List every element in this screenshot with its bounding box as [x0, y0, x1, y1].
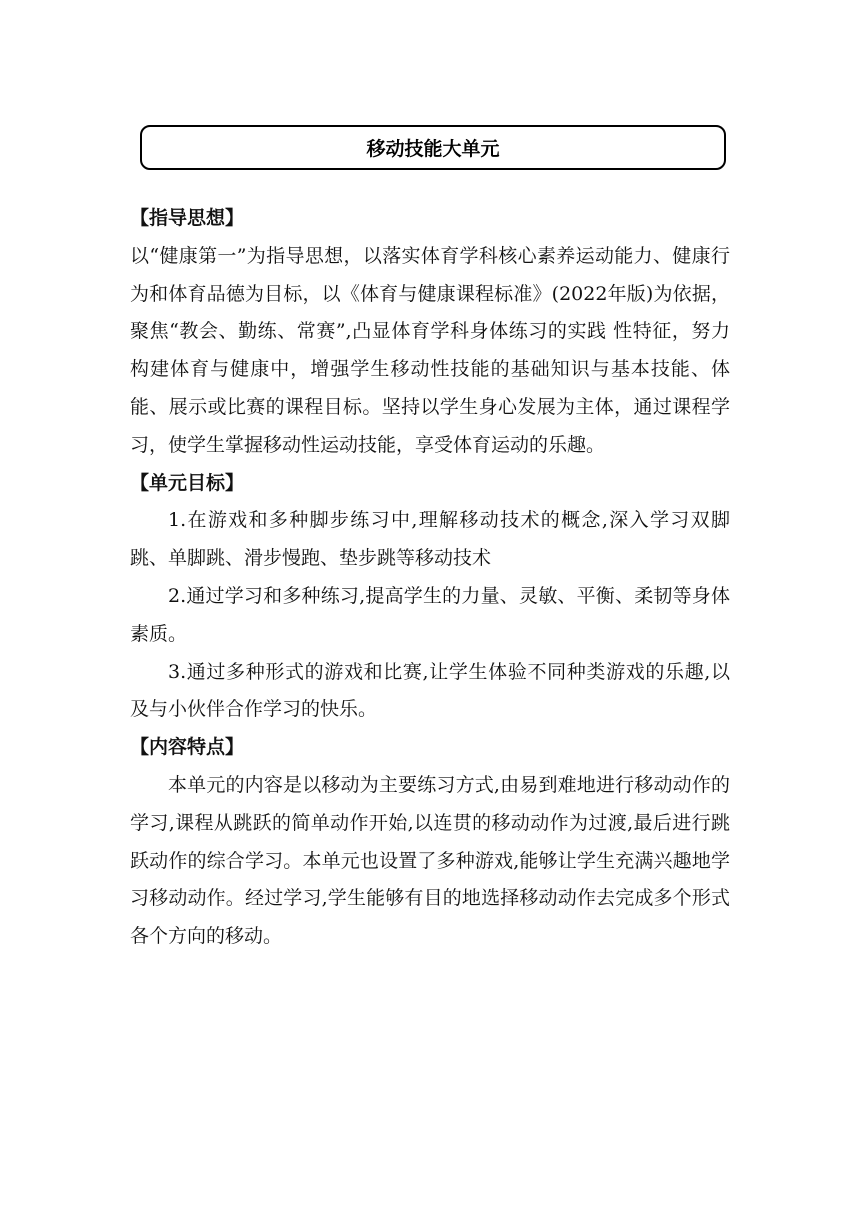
- content-features-paragraph: 本单元的内容是以移动为主要练习方式,由易到难地进行移动动作的学习,课程从跳跃的简单动作开始,以连贯的移动动作为过渡,最后进行跳跃动作的综合学习。本单元也设置了多种游戏,能够让学生充满兴趣地学习移动动作。经过学习,学生能够有目的地选择移动动作去完成多个形式各个方向的移动。: [130, 773, 730, 948]
- section-heading-guiding-thought: 【指导思想】: [130, 207, 245, 229]
- section-heading-unit-goals: 【单元目标】: [130, 471, 245, 494]
- document-title: 移动技能大单元: [366, 138, 500, 160]
- section-heading-content-features: 【内容特点】: [130, 736, 245, 759]
- document-body: [130, 200, 730, 956]
- unit-goal-1: 1.在游戏和多种脚步练习中,理解移动技术的概念,深入学习双脚跳、单脚跳、滑步慢跑、垫步跳等移动技术: [130, 509, 730, 570]
- unit-goal-2: 2.通过学习和多种练习,提高学生的力量、灵敏、平衡、柔韧等身体素质。: [130, 584, 730, 645]
- unit-goal-3: 3.通过多种形式的游戏和比赛,让学生体验不同种类游戏的乐趣,以及与小伙伴合作学习的快乐。: [130, 660, 730, 721]
- title-box: [140, 125, 726, 170]
- guiding-thought-paragraph: 以“健康第一”为指导思想，以落实体育学科核心素养运动能力、健康行为和体育品德为目标，以《体育与健康课程标准》(2022年版)为依据，聚焦“教会、勤练、常赛”,凸显体育学科身体练习的实践 性特征，努力构建体育与健康中，增强学生移动性技能的基础知识与基本技能、体能、展示或比赛的课程目标。坚持以学生身心发展为主体，通过课程学习，使学生掌握移动性运动技能，享受体育运动的乐趣。: [130, 244, 730, 456]
